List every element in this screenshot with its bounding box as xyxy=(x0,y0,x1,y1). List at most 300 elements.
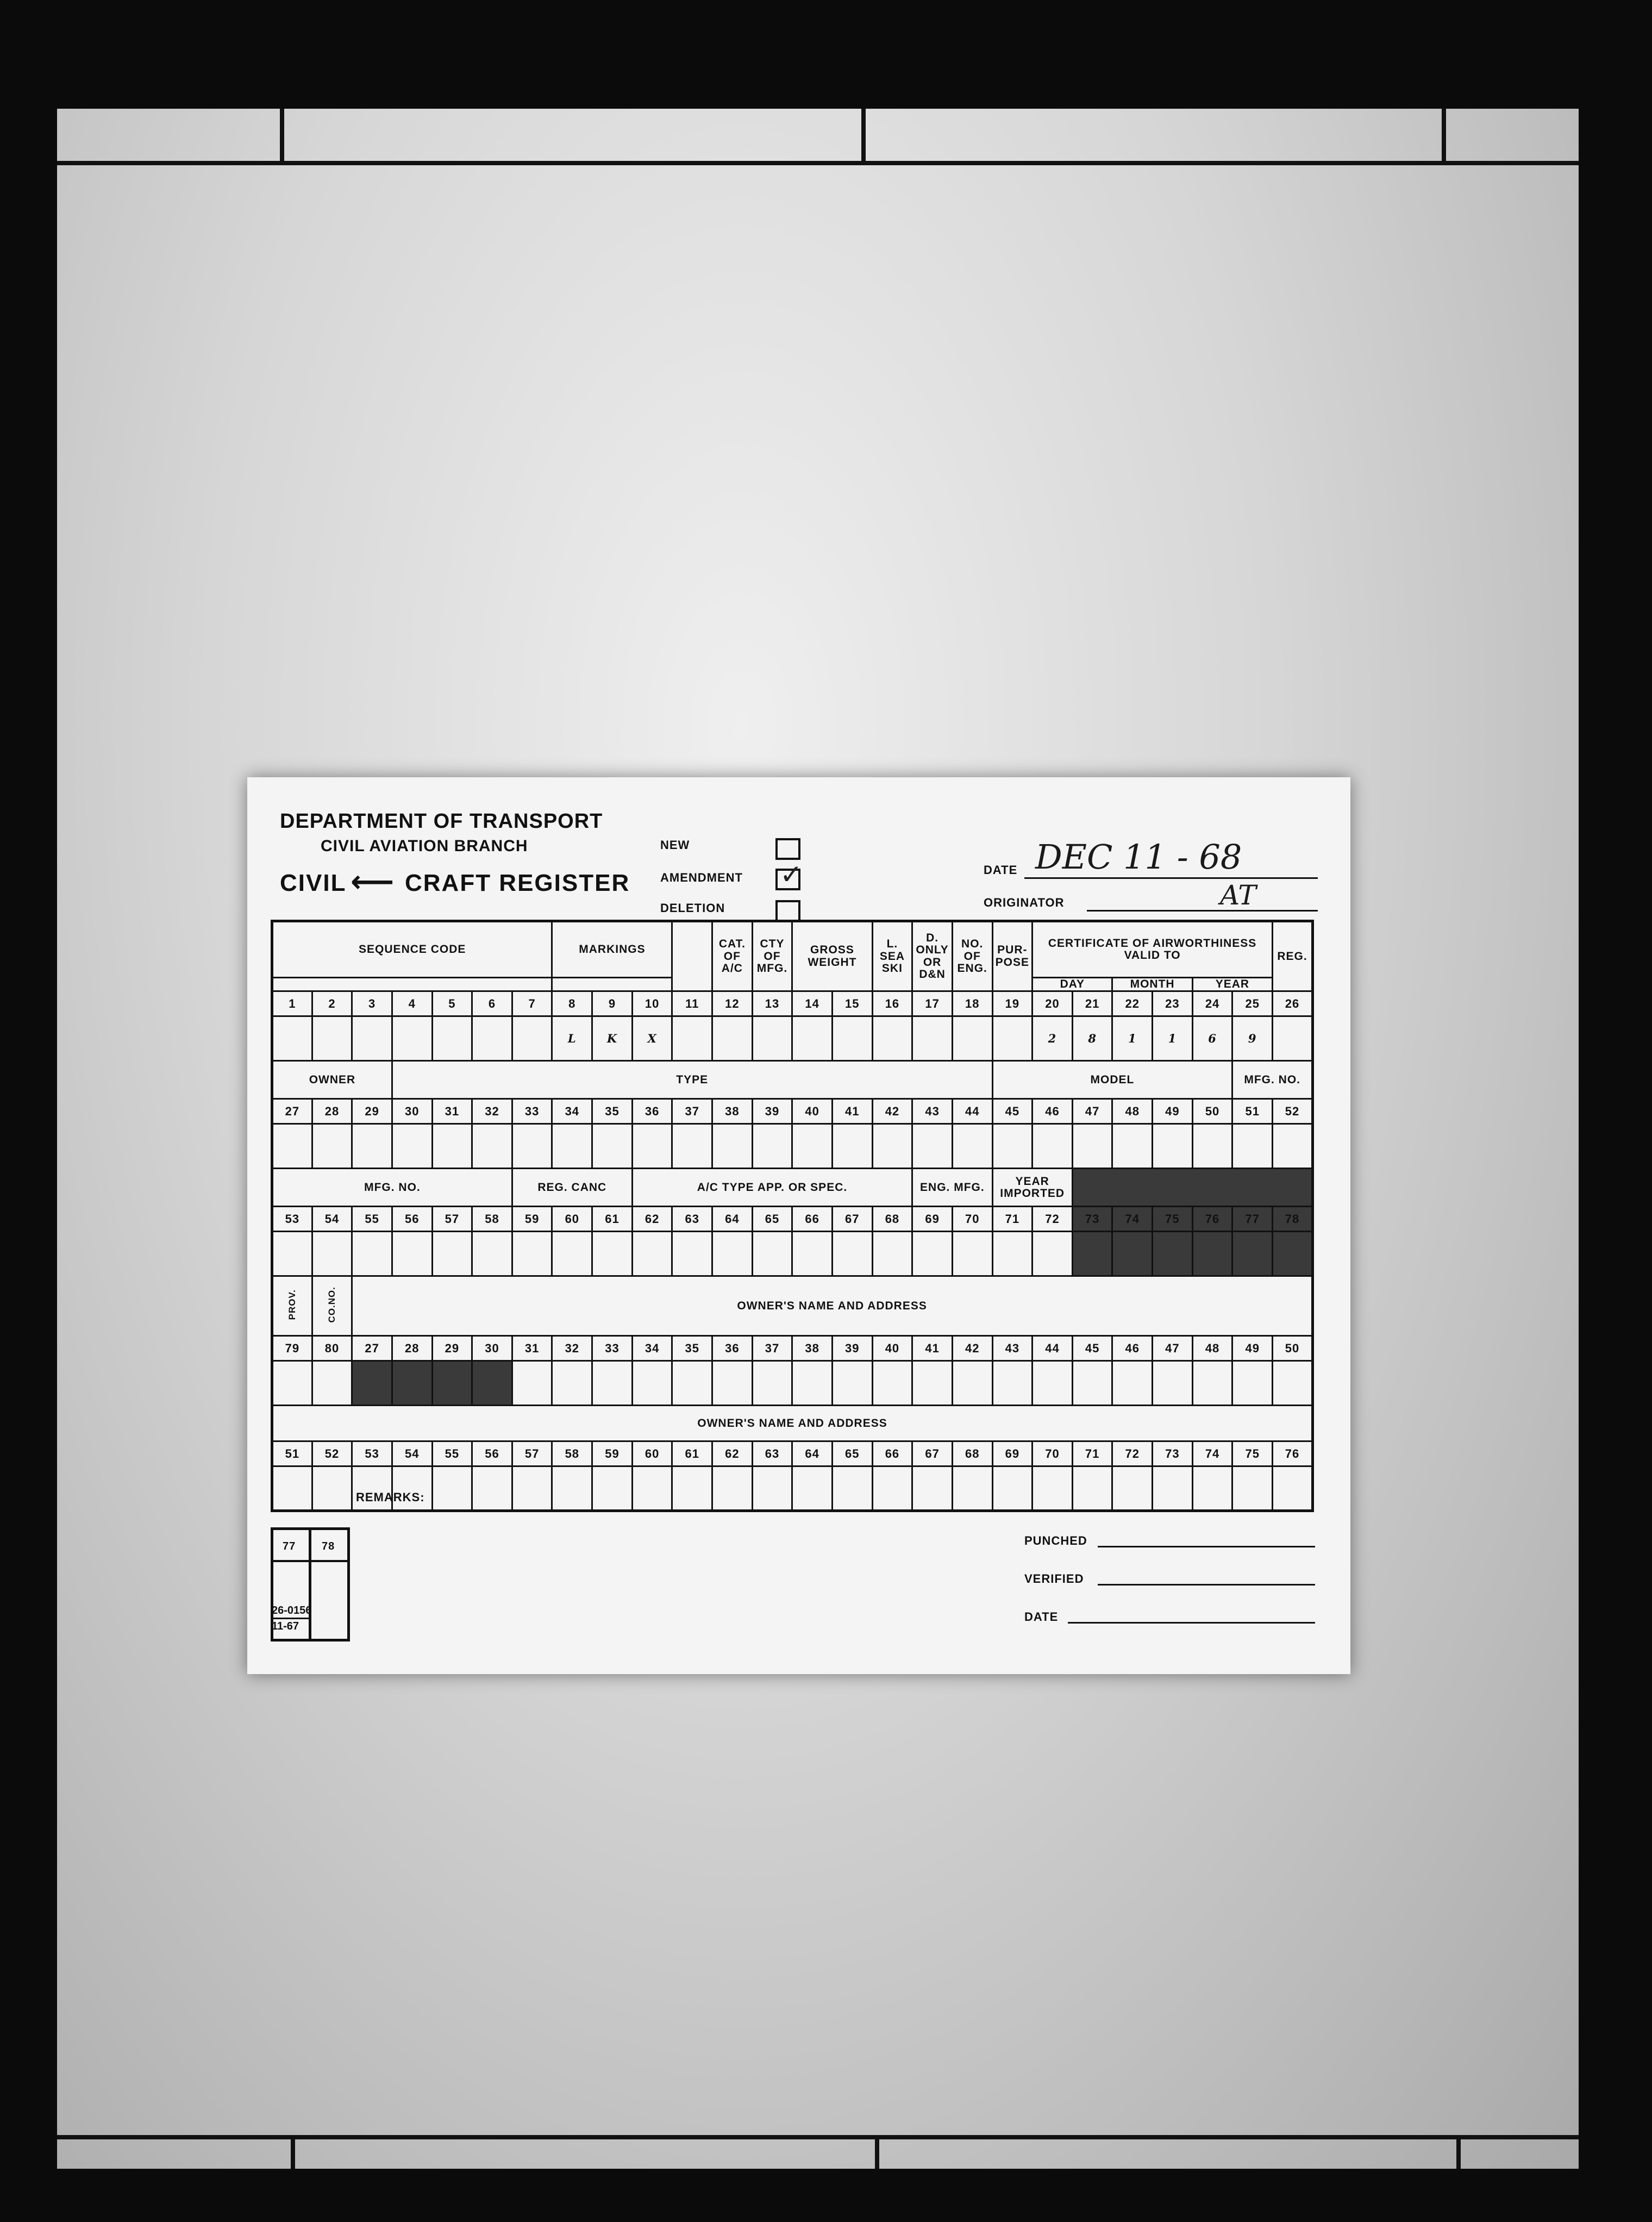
column-number: 52 xyxy=(312,1441,352,1466)
entry-cell[interactable] xyxy=(1232,1232,1273,1276)
column-number: 29 xyxy=(352,1099,392,1124)
ac-type-header: A/C TYPE APP. OR SPEC. xyxy=(632,1169,912,1207)
column-number: 72 xyxy=(1032,1207,1073,1232)
entry-cell[interactable] xyxy=(752,1466,792,1511)
airworthiness-header: CERTIFICATE OF AIRWORTHINESS VALID TO xyxy=(1032,921,1273,978)
column-number: 39 xyxy=(752,1099,792,1124)
entry-cell[interactable] xyxy=(1232,1361,1273,1406)
register-title-right: CRAFT REGISTER xyxy=(405,870,630,896)
column-number: 28 xyxy=(312,1099,352,1124)
column-number: 6 xyxy=(472,991,512,1016)
new-label: NEW xyxy=(660,838,690,852)
entry-cell[interactable] xyxy=(992,1466,1032,1511)
entry-cell[interactable] xyxy=(992,1232,1032,1276)
header-row-4 xyxy=(272,1276,1313,1336)
entry-cell[interactable] xyxy=(912,1361,953,1406)
remarks-label: REMARKS: xyxy=(356,1490,425,1504)
gross-weight-header: GROSS WEIGHT xyxy=(792,921,872,991)
entry-cell[interactable] xyxy=(432,1466,472,1511)
entry-cell[interactable]: X xyxy=(632,1016,672,1061)
column-number: 21 xyxy=(1072,991,1112,1016)
entry-cell[interactable] xyxy=(592,1232,633,1276)
column-number: 18 xyxy=(952,991,992,1016)
entry-cell[interactable] xyxy=(512,1466,552,1511)
entry-cell[interactable] xyxy=(792,1361,833,1406)
entry-cell[interactable] xyxy=(752,1016,792,1061)
column-number: 48 xyxy=(1112,1099,1153,1124)
entry-cell[interactable] xyxy=(512,1124,552,1169)
column-number: 69 xyxy=(992,1441,1032,1466)
markings-header: MARKINGS xyxy=(552,921,672,978)
entry-cell[interactable] xyxy=(752,1232,792,1276)
entry-cell[interactable] xyxy=(552,1232,592,1276)
entry-cell[interactable] xyxy=(1072,1466,1112,1511)
entry-cell[interactable] xyxy=(872,1232,912,1276)
column-number: 49 xyxy=(1232,1336,1273,1361)
column-number: 73 xyxy=(1072,1207,1112,1232)
entry-cell[interactable] xyxy=(712,1466,753,1511)
column-number: 36 xyxy=(712,1336,753,1361)
column-number: 28 xyxy=(392,1336,432,1361)
header-row-5 xyxy=(272,1406,1313,1441)
entry-cell[interactable] xyxy=(672,1361,712,1406)
column-number: 27 xyxy=(272,1099,312,1124)
entry-cell[interactable] xyxy=(312,1232,352,1276)
entry-cell[interactable] xyxy=(1032,1466,1073,1511)
footer-date-line xyxy=(1068,1622,1315,1624)
column-number: 4 xyxy=(392,991,432,1016)
column-number: 64 xyxy=(792,1441,833,1466)
entry-cell[interactable] xyxy=(352,1016,392,1061)
column-number: 30 xyxy=(472,1336,512,1361)
frame-bottom-rule xyxy=(57,2135,1579,2139)
entry-cell[interactable] xyxy=(552,1124,592,1169)
column-number: 38 xyxy=(792,1336,833,1361)
form-number: 26-0156 11-67 xyxy=(272,1605,312,1632)
frame-divider xyxy=(291,2135,295,2169)
column-number: 69 xyxy=(912,1207,953,1232)
entry-cell[interactable] xyxy=(1112,1232,1153,1276)
column-number: 56 xyxy=(392,1207,432,1232)
new-checkbox[interactable] xyxy=(775,838,800,860)
frame-divider xyxy=(280,109,284,163)
column-number: 39 xyxy=(832,1336,872,1361)
frame-top-rule xyxy=(57,161,1579,165)
entry-cell[interactable] xyxy=(832,1232,872,1276)
column-number: 50 xyxy=(1273,1336,1313,1361)
header-row-3 xyxy=(272,1169,1313,1207)
entry-cell[interactable] xyxy=(472,1124,512,1169)
entry-cell[interactable] xyxy=(1273,1124,1313,1169)
column-number: 67 xyxy=(912,1441,953,1466)
column-number: 34 xyxy=(632,1336,672,1361)
column-number: 17 xyxy=(912,991,953,1016)
originator-line xyxy=(1087,910,1318,912)
entry-cell[interactable] xyxy=(632,1361,672,1406)
entry-cell[interactable] xyxy=(512,1232,552,1276)
entry-cell[interactable] xyxy=(272,1232,312,1276)
entry-cell[interactable] xyxy=(832,1466,872,1511)
originator-value[interactable]: AT xyxy=(1220,879,1256,911)
date-value[interactable]: DEC 11 - 68 xyxy=(1035,837,1242,877)
column-number: 33 xyxy=(592,1336,633,1361)
column-number: 65 xyxy=(832,1441,872,1466)
column-number: 41 xyxy=(832,1099,872,1124)
shaded-block xyxy=(1072,1169,1312,1207)
column-number: 5 xyxy=(432,991,472,1016)
entry-cell[interactable]: 8 xyxy=(1072,1016,1112,1061)
column-number: 68 xyxy=(872,1207,912,1232)
column-number: 9 xyxy=(592,991,633,1016)
entry-row-1 xyxy=(272,1016,1313,1061)
column-number: 32 xyxy=(552,1336,592,1361)
entry-cell[interactable]: 1 xyxy=(1153,1016,1193,1061)
column-number: 50 xyxy=(1192,1099,1232,1124)
column-number: 61 xyxy=(672,1441,712,1466)
column-number: 55 xyxy=(352,1207,392,1232)
column-number: 29 xyxy=(432,1336,472,1361)
column-number: 78 xyxy=(1273,1207,1313,1232)
column-number: 71 xyxy=(1072,1441,1112,1466)
column-number: 40 xyxy=(872,1336,912,1361)
column-number: 63 xyxy=(752,1441,792,1466)
column-number: 35 xyxy=(592,1099,633,1124)
entry-row-4 xyxy=(272,1361,1313,1406)
entry-cell[interactable] xyxy=(672,1124,712,1169)
entry-cell[interactable]: K xyxy=(592,1016,633,1061)
column-number: 66 xyxy=(872,1441,912,1466)
markings-spacer xyxy=(552,978,672,991)
entry-cell[interactable] xyxy=(392,1232,432,1276)
entry-cell[interactable] xyxy=(672,1016,712,1061)
entry-cell[interactable] xyxy=(1192,1466,1232,1511)
column-number: 3 xyxy=(352,991,392,1016)
number-row-5 xyxy=(272,1441,1313,1466)
column-number: 79 xyxy=(272,1336,312,1361)
column-number: 37 xyxy=(672,1099,712,1124)
column-number: 42 xyxy=(952,1336,992,1361)
amendment-checkbox[interactable] xyxy=(775,869,800,890)
entry-cell[interactable] xyxy=(352,1232,392,1276)
column-number: 76 xyxy=(1273,1441,1313,1466)
column-number: 10 xyxy=(632,991,672,1016)
entry-cell[interactable] xyxy=(632,1124,672,1169)
entry-cell[interactable] xyxy=(1232,1466,1273,1511)
entry-cell[interactable] xyxy=(792,1466,833,1511)
entry-cell[interactable] xyxy=(712,1361,753,1406)
column-number: 31 xyxy=(432,1099,472,1124)
entry-cell[interactable] xyxy=(952,1232,992,1276)
entry-cell[interactable] xyxy=(432,1124,472,1169)
column-number: 34 xyxy=(552,1099,592,1124)
entry-cell[interactable] xyxy=(472,1016,512,1061)
entry-cell[interactable] xyxy=(672,1466,712,1511)
entry-cell[interactable] xyxy=(512,1361,552,1406)
column-number: 62 xyxy=(712,1441,753,1466)
entry-cell[interactable] xyxy=(872,1124,912,1169)
entry-cell[interactable] xyxy=(1032,1361,1073,1406)
entry-cell[interactable] xyxy=(792,1232,833,1276)
column-number: 57 xyxy=(432,1207,472,1232)
column-number: 64 xyxy=(712,1207,753,1232)
column-number: 48 xyxy=(1192,1336,1232,1361)
column-number: 7 xyxy=(512,991,552,1016)
entry-cell[interactable] xyxy=(552,1361,592,1406)
number-row-4 xyxy=(272,1336,1313,1361)
entry-cell[interactable] xyxy=(552,1466,592,1511)
entry-cell[interactable] xyxy=(792,1016,833,1061)
entry-cell[interactable] xyxy=(432,1016,472,1061)
entry-cell[interactable] xyxy=(952,1016,992,1061)
entry-cell[interactable] xyxy=(1032,1124,1073,1169)
column-number: 77 xyxy=(1232,1207,1273,1232)
entry-cell[interactable] xyxy=(632,1232,672,1276)
owner-name-header-1: OWNER'S NAME AND ADDRESS xyxy=(352,1276,1313,1336)
purpose-header: PUR- POSE xyxy=(992,921,1032,991)
entry-cell[interactable] xyxy=(992,1361,1032,1406)
coding-grid xyxy=(271,920,1314,1512)
column-number: 1 xyxy=(272,991,312,1016)
entry-cell[interactable] xyxy=(1153,1466,1193,1511)
entry-cell[interactable] xyxy=(872,1016,912,1061)
column-number: 51 xyxy=(272,1441,312,1466)
column-number: 60 xyxy=(552,1207,592,1232)
frame-divider xyxy=(1456,2135,1461,2169)
punched-line xyxy=(1098,1546,1315,1547)
register-title-left: CIVIL xyxy=(280,870,347,896)
entry-cell[interactable]: 6 xyxy=(1192,1016,1232,1061)
column-number: 26 xyxy=(1273,991,1313,1016)
column-number: 51 xyxy=(1232,1099,1273,1124)
branch-title: CIVIL AVIATION BRANCH xyxy=(321,837,528,855)
entry-cell[interactable]: 1 xyxy=(1112,1016,1153,1061)
entry-cell[interactable] xyxy=(712,1016,753,1061)
no-eng-header: NO. OF ENG. xyxy=(952,921,992,991)
year-header: YEAR xyxy=(1192,978,1272,991)
column-number: 68 xyxy=(952,1441,992,1466)
sequence-code-header: SEQUENCE CODE xyxy=(272,921,552,978)
date-line xyxy=(1024,877,1318,879)
column-number: 56 xyxy=(472,1441,512,1466)
entry-cell[interactable] xyxy=(1112,1124,1153,1169)
entry-cell[interactable] xyxy=(312,1016,352,1061)
header-row-2 xyxy=(272,1061,1313,1099)
entry-cell[interactable] xyxy=(432,1361,472,1406)
entry-cell[interactable] xyxy=(592,1124,633,1169)
punched-label: PUNCHED xyxy=(1024,1534,1087,1547)
entry-cell[interactable] xyxy=(472,1232,512,1276)
entry-cell[interactable] xyxy=(592,1466,633,1511)
column-number: 67 xyxy=(832,1207,872,1232)
entry-cell[interactable] xyxy=(672,1232,712,1276)
column-number: 20 xyxy=(1032,991,1073,1016)
column-number: 8 xyxy=(552,991,592,1016)
entry-cell[interactable] xyxy=(272,1016,312,1061)
date-label: DATE xyxy=(984,863,1018,877)
column-number: 72 xyxy=(1112,1441,1153,1466)
cat-header: CAT. OF A/C xyxy=(712,921,753,991)
column-number: 53 xyxy=(272,1207,312,1232)
column-number: 75 xyxy=(1232,1441,1273,1466)
deletion-checkbox[interactable] xyxy=(775,900,800,922)
entry-cell[interactable] xyxy=(912,1016,953,1061)
entry-cell[interactable] xyxy=(392,1361,432,1406)
entry-cell[interactable] xyxy=(1153,1124,1193,1169)
entry-cell[interactable] xyxy=(352,1124,392,1169)
column-number: 38 xyxy=(712,1099,753,1124)
column-number: 80 xyxy=(312,1336,352,1361)
entry-cell[interactable] xyxy=(992,1016,1032,1061)
entry-cell[interactable] xyxy=(1273,1466,1313,1511)
column-number: 12 xyxy=(712,991,753,1016)
number-row-3 xyxy=(272,1207,1313,1232)
blank-header xyxy=(672,921,712,991)
entry-cell[interactable] xyxy=(352,1361,392,1406)
entry-cell[interactable] xyxy=(1192,1232,1232,1276)
entry-cell[interactable] xyxy=(272,1361,312,1406)
column-number: 35 xyxy=(672,1336,712,1361)
entry-cell[interactable] xyxy=(872,1466,912,1511)
entry-cell[interactable] xyxy=(1032,1232,1073,1276)
entry-cell[interactable] xyxy=(1112,1361,1153,1406)
column-number: 58 xyxy=(552,1441,592,1466)
verified-line xyxy=(1098,1584,1315,1586)
entry-cell[interactable] xyxy=(952,1124,992,1169)
column-number: 25 xyxy=(1232,991,1273,1016)
entry-cell[interactable] xyxy=(1153,1232,1193,1276)
frame-divider xyxy=(861,109,866,163)
entry-cell[interactable] xyxy=(1273,1232,1313,1276)
column-number: 61 xyxy=(592,1207,633,1232)
entry-cell[interactable] xyxy=(872,1361,912,1406)
column-number: 43 xyxy=(912,1099,953,1124)
amendment-label: AMENDMENT xyxy=(660,871,743,884)
code-78: 78 xyxy=(322,1540,335,1552)
column-number: 2 xyxy=(312,991,352,1016)
entry-cell[interactable] xyxy=(272,1124,312,1169)
verified-label: VERIFIED xyxy=(1024,1572,1084,1586)
number-row-2 xyxy=(272,1099,1313,1124)
owner-name-header-2: OWNER'S NAME AND ADDRESS xyxy=(272,1406,1313,1441)
entry-cell[interactable] xyxy=(1153,1361,1193,1406)
year-imported-header: YEAR IMPORTED xyxy=(992,1169,1072,1207)
owner-header: OWNER xyxy=(272,1061,392,1099)
frame-divider xyxy=(875,2135,879,2169)
column-number: 15 xyxy=(832,991,872,1016)
entry-cell[interactable] xyxy=(952,1361,992,1406)
column-number: 11 xyxy=(672,991,712,1016)
l-sea-ski-header: L. SEA SKI xyxy=(872,921,912,991)
column-number: 36 xyxy=(632,1099,672,1124)
entry-cell[interactable] xyxy=(712,1124,753,1169)
entry-cell[interactable] xyxy=(312,1361,352,1406)
entry-cell[interactable] xyxy=(1273,1361,1313,1406)
column-number: 46 xyxy=(1032,1099,1073,1124)
entry-cell[interactable] xyxy=(392,1124,432,1169)
entry-cell[interactable] xyxy=(1273,1016,1313,1061)
entry-cell[interactable] xyxy=(512,1016,552,1061)
column-number: 44 xyxy=(1032,1336,1073,1361)
entry-cell[interactable]: 2 xyxy=(1032,1016,1073,1061)
column-number: 23 xyxy=(1153,991,1193,1016)
footer-date-label: DATE xyxy=(1024,1610,1059,1624)
entry-cell[interactable] xyxy=(752,1361,792,1406)
entry-cell[interactable] xyxy=(1072,1361,1112,1406)
column-number: 33 xyxy=(512,1099,552,1124)
entry-cell[interactable] xyxy=(832,1124,872,1169)
mfg-no-header-2: MFG. NO. xyxy=(272,1169,512,1207)
entry-cell[interactable] xyxy=(632,1466,672,1511)
aircraft-register-card xyxy=(247,777,1350,1674)
day-header: DAY xyxy=(1032,978,1112,991)
entry-cell[interactable] xyxy=(1232,1124,1273,1169)
entry-cell[interactable] xyxy=(312,1124,352,1169)
entry-row-3 xyxy=(272,1232,1313,1276)
entry-cell[interactable] xyxy=(832,1016,872,1061)
entry-cell[interactable]: L xyxy=(552,1016,592,1061)
entry-cell[interactable] xyxy=(1072,1124,1112,1169)
column-number: 31 xyxy=(512,1336,552,1361)
column-number: 53 xyxy=(352,1441,392,1466)
entry-cell[interactable] xyxy=(832,1361,872,1406)
column-number: 59 xyxy=(512,1207,552,1232)
entry-cell[interactable] xyxy=(592,1361,633,1406)
entry-cell[interactable] xyxy=(1192,1361,1232,1406)
column-number: 55 xyxy=(432,1441,472,1466)
entry-cell[interactable] xyxy=(712,1232,753,1276)
entry-row-2 xyxy=(272,1124,1313,1169)
entry-cell[interactable] xyxy=(912,1232,953,1276)
reg-canc-header: REG. CANC xyxy=(512,1169,632,1207)
entry-cell[interactable] xyxy=(392,1016,432,1061)
d-only-header: D. ONLY OR D&N xyxy=(912,921,953,991)
entry-cell[interactable] xyxy=(752,1124,792,1169)
column-number: 30 xyxy=(392,1099,432,1124)
entry-cell[interactable]: 9 xyxy=(1232,1016,1273,1061)
entry-cell[interactable] xyxy=(1072,1232,1112,1276)
entry-cell[interactable] xyxy=(1112,1466,1153,1511)
number-row-1 xyxy=(272,991,1313,1016)
column-number: 59 xyxy=(592,1441,633,1466)
cty-header: CTY OF MFG. xyxy=(752,921,792,991)
entry-cell[interactable] xyxy=(432,1232,472,1276)
column-number: 47 xyxy=(1153,1336,1193,1361)
entry-cell[interactable] xyxy=(992,1124,1032,1169)
column-number: 70 xyxy=(1032,1441,1073,1466)
column-number: 74 xyxy=(1112,1207,1153,1232)
column-number: 70 xyxy=(952,1207,992,1232)
entry-cell[interactable] xyxy=(912,1466,953,1511)
entry-cell[interactable] xyxy=(912,1124,953,1169)
column-number: 52 xyxy=(1273,1099,1313,1124)
entry-cell[interactable] xyxy=(472,1466,512,1511)
department-title: DEPARTMENT OF TRANSPORT xyxy=(280,810,603,833)
column-number: 45 xyxy=(992,1099,1032,1124)
entry-cell[interactable] xyxy=(952,1466,992,1511)
entry-cell[interactable] xyxy=(792,1124,833,1169)
entry-cell[interactable] xyxy=(472,1361,512,1406)
co-no-header: CO.NO. xyxy=(312,1276,352,1336)
column-number: 19 xyxy=(992,991,1032,1016)
column-number: 16 xyxy=(872,991,912,1016)
column-number: 13 xyxy=(752,991,792,1016)
column-number: 27 xyxy=(352,1336,392,1361)
column-number: 65 xyxy=(752,1207,792,1232)
column-number: 42 xyxy=(872,1099,912,1124)
column-number: 40 xyxy=(792,1099,833,1124)
entry-cell[interactable] xyxy=(1192,1124,1232,1169)
model-header: MODEL xyxy=(992,1061,1232,1099)
